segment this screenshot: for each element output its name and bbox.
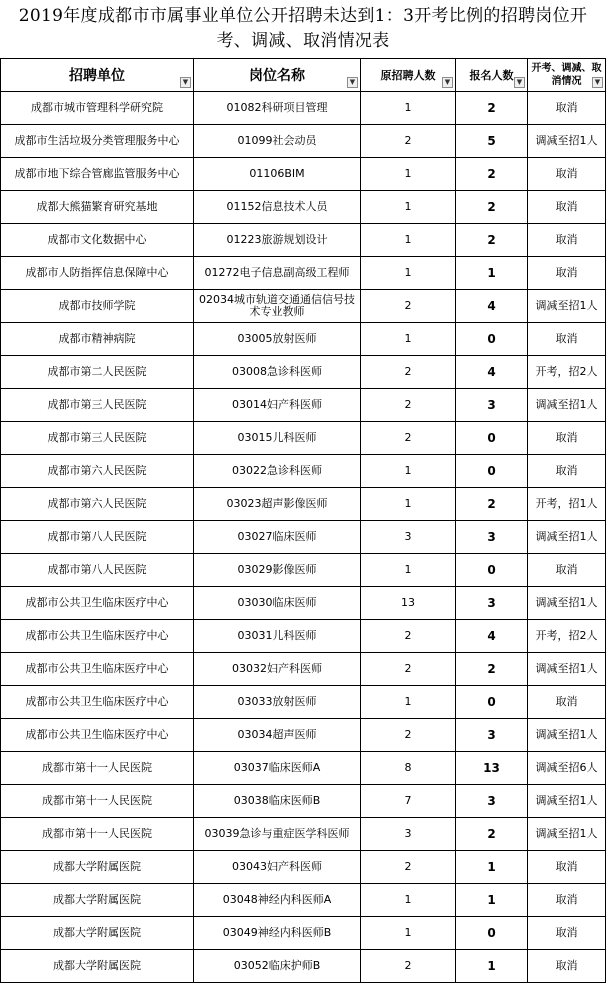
cell-position: 02034城市轨道交通通信信号技术专业教师 — [194, 290, 361, 323]
cell-applicants: 2 — [456, 818, 528, 851]
table-body — [1, 92, 606, 983]
cell-applicants: 2 — [456, 92, 528, 125]
cell-position: 03027临床医师 — [194, 521, 361, 554]
dropdown-arrow-icon[interactable]: ▼ — [180, 77, 191, 88]
cell-result: 开考，招1人 — [528, 488, 606, 521]
table-row — [1, 587, 606, 620]
dropdown-arrow-icon[interactable]: ▼ — [514, 77, 525, 88]
cell-applicants: 0 — [456, 686, 528, 719]
cell-result: 取消 — [528, 92, 606, 125]
cell-applicants: 1 — [456, 884, 528, 917]
table-row — [1, 158, 606, 191]
cell-planned: 2 — [361, 950, 456, 983]
cell-unit: 成都市第三人民医院 — [1, 389, 194, 422]
cell-applicants: 2 — [456, 653, 528, 686]
cell-result: 取消 — [528, 323, 606, 356]
cell-planned: 1 — [361, 686, 456, 719]
cell-planned: 2 — [361, 719, 456, 752]
header-row — [1, 59, 606, 92]
cell-position: 03033放射医师 — [194, 686, 361, 719]
header-result-label: 开考、调减、取消情况 — [531, 63, 602, 87]
cell-applicants: 2 — [456, 224, 528, 257]
table-row — [1, 191, 606, 224]
header-position-label: 岗位名称 — [249, 68, 305, 84]
cell-applicants: 13 — [456, 752, 528, 785]
cell-applicants: 3 — [456, 521, 528, 554]
cell-unit: 成都市生活垃圾分类管理服务中心 — [1, 125, 194, 158]
cell-unit: 成都大学附属医院 — [1, 884, 194, 917]
cell-planned: 2 — [361, 422, 456, 455]
cell-position: 03052临床护师B — [194, 950, 361, 983]
table-row — [1, 620, 606, 653]
table-row — [1, 224, 606, 257]
cell-applicants: 3 — [456, 785, 528, 818]
cell-result: 取消 — [528, 455, 606, 488]
cell-unit: 成都市文化数据中心 — [1, 224, 194, 257]
cell-applicants: 4 — [456, 620, 528, 653]
cell-unit: 成都大熊猫繁育研究基地 — [1, 191, 194, 224]
cell-applicants: 2 — [456, 158, 528, 191]
cell-position: 03030临床医师 — [194, 587, 361, 620]
cell-position: 03048神经内科医师A — [194, 884, 361, 917]
cell-result: 取消 — [528, 917, 606, 950]
cell-unit: 成都市公共卫生临床医疗中心 — [1, 719, 194, 752]
cell-planned: 2 — [361, 290, 456, 323]
cell-position: 03015儿科医师 — [194, 422, 361, 455]
cell-position: 03043妇产科医师 — [194, 851, 361, 884]
cell-position: 03037临床医师A — [194, 752, 361, 785]
table-row — [1, 323, 606, 356]
cell-applicants: 1 — [456, 851, 528, 884]
table-row — [1, 719, 606, 752]
cell-planned: 1 — [361, 158, 456, 191]
cell-result: 取消 — [528, 257, 606, 290]
table-row — [1, 92, 606, 125]
header-position[interactable] — [194, 59, 361, 92]
cell-result: 调减至招1人 — [528, 389, 606, 422]
cell-result: 取消 — [528, 554, 606, 587]
cell-planned: 1 — [361, 92, 456, 125]
cell-result: 取消 — [528, 224, 606, 257]
cell-result: 取消 — [528, 884, 606, 917]
table-row — [1, 521, 606, 554]
table-row — [1, 851, 606, 884]
cell-unit: 成都市公共卫生临床医疗中心 — [1, 587, 194, 620]
cell-applicants: 0 — [456, 917, 528, 950]
cell-unit: 成都市第六人民医院 — [1, 455, 194, 488]
cell-unit: 成都市第八人民医院 — [1, 554, 194, 587]
cell-unit: 成都市第六人民医院 — [1, 488, 194, 521]
cell-unit: 成都市精神病院 — [1, 323, 194, 356]
cell-result: 调减至招1人 — [528, 818, 606, 851]
cell-unit: 成都市第八人民医院 — [1, 521, 194, 554]
cell-applicants: 0 — [456, 554, 528, 587]
cell-unit: 成都市技师学院 — [1, 290, 194, 323]
cell-planned: 1 — [361, 323, 456, 356]
cell-position: 03005放射医师 — [194, 323, 361, 356]
table-row — [1, 488, 606, 521]
table-row — [1, 653, 606, 686]
header-unit-label: 招聘单位 — [69, 68, 125, 84]
dropdown-arrow-icon[interactable]: ▼ — [347, 77, 358, 88]
table-row — [1, 389, 606, 422]
cell-planned: 3 — [361, 818, 456, 851]
cell-applicants: 0 — [456, 422, 528, 455]
cell-applicants: 3 — [456, 587, 528, 620]
cell-applicants: 2 — [456, 488, 528, 521]
cell-unit: 成都市公共卫生临床医疗中心 — [1, 686, 194, 719]
header-planned-label: 原招聘人数 — [380, 69, 436, 82]
dropdown-arrow-icon[interactable]: ▼ — [442, 77, 453, 88]
cell-position: 03038临床医师B — [194, 785, 361, 818]
cell-result: 取消 — [528, 851, 606, 884]
table-row — [1, 422, 606, 455]
cell-planned: 1 — [361, 884, 456, 917]
cell-result: 调减至招1人 — [528, 521, 606, 554]
cell-result: 调减至招1人 — [528, 587, 606, 620]
cell-unit: 成都市第十一人民医院 — [1, 752, 194, 785]
cell-position: 03023超声影像医师 — [194, 488, 361, 521]
cell-position: 03039急诊与重症医学科医师 — [194, 818, 361, 851]
cell-planned: 1 — [361, 257, 456, 290]
cell-applicants: 3 — [456, 389, 528, 422]
cell-result: 调减至招1人 — [528, 719, 606, 752]
cell-position: 03014妇产科医师 — [194, 389, 361, 422]
header-planned[interactable] — [361, 59, 456, 92]
cell-position: 01082科研项目管理 — [194, 92, 361, 125]
page-title: 2019年度成都市市属事业单位公开招聘未达到1：3开考比例的招聘岗位开考、调减、取消情况表 — [18, 6, 588, 51]
cell-unit: 成都市人防指挥信息保障中心 — [1, 257, 194, 290]
cell-unit: 成都市城市管理科学研究院 — [1, 92, 194, 125]
recruitment-table — [0, 58, 606, 983]
cell-position: 03032妇产科医师 — [194, 653, 361, 686]
dropdown-arrow-icon[interactable]: ▼ — [592, 77, 603, 88]
cell-result: 取消 — [528, 686, 606, 719]
cell-unit: 成都市第二人民医院 — [1, 356, 194, 389]
cell-applicants: 2 — [456, 191, 528, 224]
cell-planned: 2 — [361, 620, 456, 653]
cell-position: 03029影像医师 — [194, 554, 361, 587]
cell-result: 调减至招1人 — [528, 653, 606, 686]
cell-planned: 2 — [361, 851, 456, 884]
table-row — [1, 290, 606, 323]
cell-planned: 1 — [361, 488, 456, 521]
table-row — [1, 455, 606, 488]
table-row — [1, 356, 606, 389]
cell-result: 取消 — [528, 950, 606, 983]
cell-position: 03034超声医师 — [194, 719, 361, 752]
cell-unit: 成都大学附属医院 — [1, 851, 194, 884]
cell-result: 取消 — [528, 158, 606, 191]
table-row — [1, 125, 606, 158]
cell-result: 调减至招1人 — [528, 125, 606, 158]
cell-planned: 2 — [361, 356, 456, 389]
cell-unit: 成都市第十一人民医院 — [1, 785, 194, 818]
cell-planned: 3 — [361, 521, 456, 554]
table-row — [1, 818, 606, 851]
cell-position: 01106BIM — [194, 158, 361, 191]
cell-planned: 1 — [361, 554, 456, 587]
cell-position: 01152信息技术人员 — [194, 191, 361, 224]
cell-applicants: 3 — [456, 719, 528, 752]
table-row — [1, 785, 606, 818]
cell-planned: 2 — [361, 125, 456, 158]
cell-position: 03049神经内科医师B — [194, 917, 361, 950]
header-applicants[interactable] — [456, 59, 528, 92]
cell-result: 取消 — [528, 191, 606, 224]
cell-planned: 7 — [361, 785, 456, 818]
cell-planned: 1 — [361, 224, 456, 257]
table-row — [1, 752, 606, 785]
cell-result: 调减至招1人 — [528, 785, 606, 818]
cell-unit: 成都大学附属医院 — [1, 950, 194, 983]
table-row — [1, 950, 606, 983]
table-row — [1, 686, 606, 719]
cell-planned: 1 — [361, 917, 456, 950]
cell-applicants: 1 — [456, 950, 528, 983]
table-row — [1, 917, 606, 950]
cell-position: 01099社会动员 — [194, 125, 361, 158]
cell-position: 03022急诊科医师 — [194, 455, 361, 488]
cell-unit: 成都市公共卫生临床医疗中心 — [1, 620, 194, 653]
cell-applicants: 5 — [456, 125, 528, 158]
cell-unit: 成都市公共卫生临床医疗中心 — [1, 653, 194, 686]
cell-position: 03031儿科医师 — [194, 620, 361, 653]
cell-planned: 1 — [361, 191, 456, 224]
cell-unit: 成都大学附属医院 — [1, 917, 194, 950]
cell-planned: 2 — [361, 389, 456, 422]
cell-applicants: 4 — [456, 356, 528, 389]
cell-planned: 2 — [361, 653, 456, 686]
cell-result: 调减至招1人 — [528, 290, 606, 323]
cell-planned: 8 — [361, 752, 456, 785]
cell-applicants: 0 — [456, 455, 528, 488]
header-result[interactable] — [528, 59, 606, 92]
cell-unit: 成都市地下综合管廊监管服务中心 — [1, 158, 194, 191]
cell-applicants: 0 — [456, 323, 528, 356]
cell-applicants: 1 — [456, 257, 528, 290]
table-row — [1, 257, 606, 290]
table-row — [1, 554, 606, 587]
cell-planned: 13 — [361, 587, 456, 620]
cell-planned: 1 — [361, 455, 456, 488]
cell-result: 取消 — [528, 422, 606, 455]
header-applicants-label: 报名人数 — [469, 69, 514, 82]
header-unit[interactable] — [1, 59, 194, 92]
cell-position: 01272电子信息副高级工程师 — [194, 257, 361, 290]
table-row — [1, 884, 606, 917]
cell-result: 开考，招2人 — [528, 620, 606, 653]
cell-result: 开考，招2人 — [528, 356, 606, 389]
cell-result: 调减至招6人 — [528, 752, 606, 785]
cell-position: 01223旅游规划设计 — [194, 224, 361, 257]
cell-unit: 成都市第十一人民医院 — [1, 818, 194, 851]
cell-position: 03008急诊科医师 — [194, 356, 361, 389]
cell-unit: 成都市第三人民医院 — [1, 422, 194, 455]
cell-applicants: 4 — [456, 290, 528, 323]
